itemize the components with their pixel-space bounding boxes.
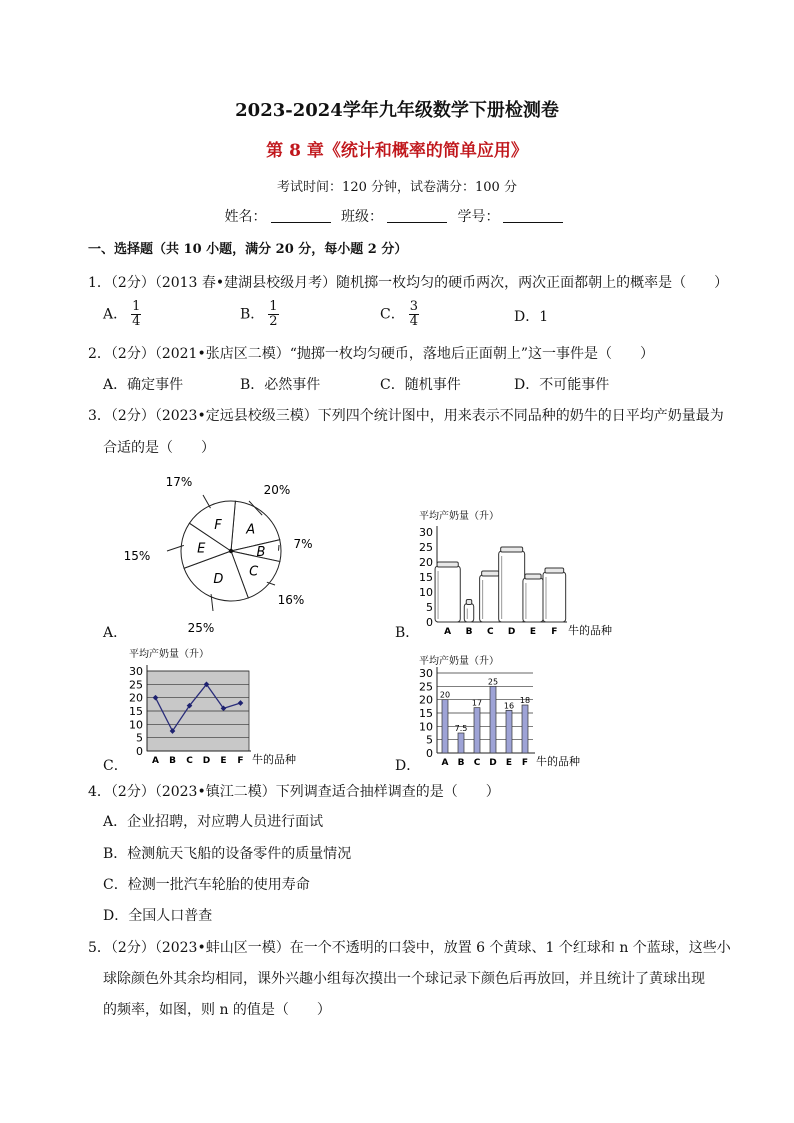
pie-percent-label: 25%	[187, 621, 215, 635]
bar-e	[506, 710, 512, 753]
x-tick-label: D	[202, 756, 211, 766]
option-text: 必然事件	[264, 377, 321, 393]
bar-value-label: 7.5	[454, 724, 468, 733]
option-letter: D．	[514, 377, 540, 393]
option-letter: B．	[240, 306, 265, 323]
y-axis-title: 平均产奶量（升）	[419, 656, 499, 667]
q4-option-d	[103, 905, 212, 925]
y-tick-label: 15	[129, 705, 143, 718]
bar-value-label: 20	[439, 690, 451, 700]
y-tick-label: 5	[136, 731, 143, 745]
pie-leader-line	[278, 545, 279, 551]
pie-slice-label: D	[213, 572, 224, 588]
question-2: 2．（2分）（2021•张店区二模）“抛掷一枚均匀硬币，落地后正面朝上”这一事件是（ ）	[88, 346, 655, 362]
y-tick-label: 20	[419, 693, 433, 707]
x-tick-label: F	[237, 756, 244, 766]
pie-percent-label: 20%	[263, 483, 291, 497]
y-tick-label: 30	[419, 667, 433, 680]
y-tick-label: 30	[129, 665, 143, 678]
option-text: 检测一批汽车轮胎的使用寿命	[127, 877, 310, 893]
student-fields	[0, 206, 794, 226]
bar-b	[458, 733, 464, 753]
option-text: 检测航天飞船的设备零件的质量情况	[127, 846, 352, 862]
x-tick-label: A	[441, 758, 449, 768]
q3-option-d-label: D．	[395, 758, 421, 774]
name-field[interactable]	[271, 208, 331, 223]
pie-chart	[100, 465, 330, 640]
exam-info: 考试时间：120 分钟，试卷满分：100 分	[277, 180, 517, 195]
q4-option-c	[103, 874, 310, 894]
question-3-line2: 合适的是（ ）	[103, 440, 215, 456]
q1-option-c	[380, 300, 419, 329]
y-axis-title: 平均产奶量（升）	[129, 649, 209, 660]
q4-option-a	[103, 811, 323, 831]
pie-percent-label: 16%	[277, 593, 305, 607]
option-letter: C．	[380, 306, 405, 323]
y-tick-label: 20	[129, 691, 143, 705]
question-5-line2: 球除颜色外其余均相同，课外兴趣小组每次摸出一个球记录下颜色后再放回，并且统计了黄球出现	[103, 971, 705, 987]
x-tick-label: A	[152, 756, 159, 766]
option-text: 随机事件	[404, 377, 461, 393]
option-letter: B．	[240, 377, 265, 393]
pie-slice-label: C	[249, 564, 259, 580]
option-letter: D．	[514, 309, 540, 325]
option-letter: A．	[103, 814, 128, 830]
option-text: 企业招聘，对应聘人员进行面试	[127, 814, 324, 830]
document-title: 2023-2024学年九年级数学下册检测卷	[235, 100, 559, 121]
x-axis-title: 牛的品种	[568, 624, 612, 637]
jar-lid	[466, 600, 471, 605]
q1-option-a	[103, 300, 141, 329]
question-1: 1．（2分）（2013 春•建湖县校级月考）随机掷一枚均匀的硬币两次，两次正面都朝上的概率是（ ）	[88, 275, 729, 291]
q1-option-b	[240, 300, 279, 329]
bar-f	[522, 705, 528, 753]
chapter-subtitle: 第 8 章《统计和概率的简单应用》	[266, 141, 528, 161]
line-chart	[125, 645, 315, 770]
pie-percent-label: 7%	[293, 537, 313, 551]
jar-lid	[501, 547, 523, 552]
pie-center-dot	[229, 549, 233, 553]
denominator: 2	[269, 314, 278, 329]
y-tick-label: 0	[136, 745, 143, 758]
option-text: 全国人口普查	[128, 908, 213, 924]
pie-slice-label: E	[197, 541, 206, 557]
x-tick-label: C	[473, 758, 481, 768]
x-tick-label: F	[551, 627, 558, 637]
y-tick-label: 10	[419, 720, 433, 734]
y-tick-label: 0	[426, 616, 433, 629]
denominator: 4	[132, 314, 141, 329]
jar-lid	[525, 574, 541, 579]
y-tick-label: 30	[419, 526, 433, 539]
pie-leader-line	[203, 495, 210, 508]
x-tick-label: B	[457, 758, 465, 768]
x-tick-label: A	[444, 627, 452, 637]
q3-option-a-label: A．	[103, 625, 128, 641]
bar-value-label: 25	[487, 677, 499, 687]
class-field[interactable]	[387, 208, 447, 223]
option-letter: D．	[103, 908, 129, 924]
y-tick-label: 25	[419, 680, 433, 694]
pie-slice-label: B	[256, 544, 266, 560]
option-letter: C．	[380, 377, 405, 393]
id-label: 学号：	[457, 209, 500, 225]
y-tick-label: 25	[129, 678, 143, 692]
option-letter: A．	[103, 306, 128, 323]
bar-value-label: 17	[471, 698, 483, 708]
option-text: 1	[539, 309, 549, 325]
y-tick-label: 20	[419, 556, 433, 569]
q1-option-d	[514, 306, 548, 326]
q2-option-d	[514, 374, 609, 394]
y-tick-label: 15	[419, 571, 433, 584]
pie-slice-label: A	[246, 522, 256, 538]
x-axis-title: 牛的品种	[536, 755, 580, 768]
option-text: 确定事件	[127, 377, 184, 393]
question-3: 3．（2分）（2023•定远县校级三模）下列四个统计图中，用来表示不同品种的奶牛的日平均产奶量最为	[88, 408, 724, 424]
bar-d	[490, 686, 496, 753]
x-tick-label: E	[505, 758, 513, 768]
class-label: 班级：	[341, 209, 383, 225]
bar-value-label: 16	[503, 701, 515, 711]
pie-percent-label: 17%	[165, 475, 193, 489]
y-tick-label: 10	[129, 718, 143, 732]
y-tick-label: 10	[419, 586, 433, 599]
x-tick-label: D	[507, 627, 516, 637]
name-label: 姓名：	[224, 209, 267, 225]
y-tick-label: 5	[426, 601, 433, 614]
q3-option-b-label: B．	[395, 625, 420, 641]
numerator: 1	[269, 299, 278, 314]
x-tick-label: E	[529, 627, 537, 637]
numerator: 3	[409, 299, 418, 314]
jar-body	[499, 551, 525, 622]
q2-option-c	[380, 374, 461, 394]
jar-body	[435, 566, 460, 622]
q2-option-a	[103, 374, 183, 394]
x-axis-title: 牛的品种	[252, 753, 296, 766]
denominator: 4	[409, 314, 418, 329]
x-tick-label: F	[521, 758, 529, 768]
option-letter: C．	[103, 877, 128, 893]
bar-value-label: 18	[519, 696, 531, 705]
y-tick-label: 0	[426, 747, 433, 760]
pie-slice-label: F	[214, 517, 222, 533]
option-text: 不可能事件	[539, 377, 610, 393]
jar-lid	[545, 568, 564, 573]
y-tick-label: 5	[426, 733, 433, 747]
x-tick-label: C	[487, 627, 494, 637]
option-letter: A．	[103, 377, 128, 393]
bar-a	[442, 700, 448, 753]
x-tick-label: E	[220, 756, 227, 766]
q3-option-c-label: C．	[103, 758, 128, 774]
section-title: 一、选择题（共 10 小题，满分 20 分，每小题 2 分）	[88, 242, 408, 257]
question-5-line3: 的频率，如图，则 n 的值是（ ）	[103, 1002, 331, 1018]
question-5: 5．（2分）（2023•蚌山区一模）在一个不透明的口袋中，放置 6 个黄球、1 个红球和 n 个蓝球，这些小	[88, 940, 731, 956]
x-tick-label: D	[489, 758, 497, 768]
bar-chart	[415, 650, 615, 772]
numerator: 1	[132, 299, 141, 314]
q2-option-b	[240, 374, 320, 394]
id-field[interactable]	[503, 208, 563, 223]
jar-body	[464, 604, 473, 623]
pie-percent-label: 15%	[123, 549, 151, 563]
y-tick-label: 15	[419, 707, 433, 720]
y-axis-title: 平均产奶量（升）	[419, 511, 499, 522]
bar-c	[474, 708, 480, 753]
question-4: 4．（2分）（2023•镇江二模）下列调查适合抽样调查的是（ ）	[88, 784, 500, 800]
x-tick-label: B	[169, 756, 176, 766]
x-tick-label: C	[186, 756, 193, 766]
y-tick-label: 25	[419, 541, 433, 554]
jar-chart	[415, 505, 615, 637]
jar-lid	[482, 571, 499, 576]
x-tick-label: B	[465, 627, 473, 637]
q4-option-b	[103, 843, 351, 863]
jar-lid	[437, 562, 458, 567]
option-letter: B．	[103, 846, 128, 862]
